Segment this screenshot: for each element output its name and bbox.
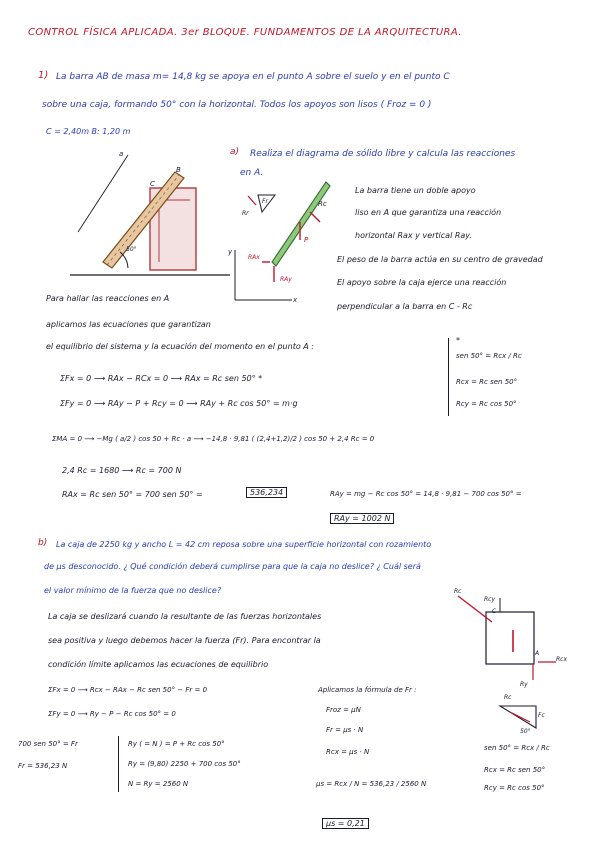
result-ray-expr: RAy = mg − Rc cos 50° = 14,8 · 9,81 − 700 cos 50° = [330,490,522,498]
label-ray: RAy [280,276,292,283]
label-c: C [150,180,155,188]
p2-eq-x: ΣFx = 0 ⟶ Rcx − RAx − Rc sen 50° − Fr = 0 [48,686,208,694]
p2-ry-eq-1: Ry ( = N ) = P + Rc cos 50° [128,740,225,748]
problem-1-number: 1) [38,70,49,81]
label-small-ang: 50° [520,728,531,735]
note-line-3: horizontal Rax y vertical Ray. [355,231,472,240]
fric-eq-2: Fr = μs · N [326,726,364,734]
part-a-label: a) [230,147,240,157]
method-line-3: el equilibrio del sistema y la ecuación del momento en el punto A : [46,342,314,351]
p2-text-2: sea positiva y luego debemos hacer la fuerza (Fr). Para encontrar la [48,636,321,645]
problem-2-line1: La caja de 2250 kg y ancho L = 42 cm reposa sobre una superficie horizontal con rozamiento [56,540,432,549]
label-p: P [304,236,309,244]
ry-brace [118,736,119,792]
label-a: a [119,150,124,158]
fric-eq-1: Froz = μN [326,706,361,714]
problem-2-line2: de μs desconocido. ¿ Qué condición deberá cumplirse para que la caja no deslice? ¿ Cuál será [44,562,421,571]
page-header: CONTROL FÍSICA APLICADA. 3er BLOQUE. FUNDAMENTOS DE LA ARQUITECTURA. [28,27,462,38]
note-line-5: El apoyo sobre la caja ejerce una reacción [337,278,507,287]
label-rax: RAx [248,254,260,261]
result-rc: 2,4 Rc = 1680 ⟶ Rc = 700 N [62,466,182,475]
label-fr: Fr [262,198,268,205]
mu-result-boxed: μs = 0,21 [322,818,369,829]
label-y-axis: y [228,248,233,256]
label-rr: Rr [242,210,249,217]
note-line-6: perpendicular a la barra en C - Rc [337,302,473,311]
problem-1-dims: C = 2,40m B: 1,20 m [46,127,131,136]
eq-sum-ma: ΣMA = 0 ⟶ −Mg ( a/2 ) cos 50 + Rc · a ⟶ −14,8 · 9,81 ( (2,4+1,2)/2 ) cos 50 + 2,4 Rc = 0 [52,435,375,443]
bar-box-sketch [70,155,233,275]
eq-sum-fx: ΣFx = 0 ⟶ RAx − RCx = 0 ⟶ RAx = Rc sen 50° * [60,374,263,383]
p2-text-3: condición límite aplicamos las ecuaciones de equilibrio [48,660,269,669]
side-eq-1: sen 50° = Rcx / Rc [456,352,522,360]
note-line-4: El peso de la barra actúa en su centro de gravedad [337,255,543,264]
label-small-fc: Fc [538,712,545,719]
note-line-1: La barra tiene un doble apoyo [355,186,476,195]
label-angle-50: 50° [126,246,137,253]
p2-ry-eq-3: N = Ry = 2560 N [128,780,189,788]
p2-text-1: La caja se deslizará cuando la resultante de las fuerzas horizontales [48,612,322,621]
result-ray-boxed: RAy = 1002 N [330,513,394,524]
p2-ry-eq-2: Ry = (9,80) 2250 + 700 cos 50° [128,760,241,768]
side-star: * [456,336,460,345]
p2-left-2: Fr = 536,23 N [18,762,68,770]
label-b-rc: Rc [454,588,462,595]
result-rax-expr: RAx = Rc sen 50° = 700 sen 50° = [62,490,203,499]
part-a-line2: en A. [240,168,264,178]
label-rc: Rc [318,200,327,208]
side-brace-1 [448,338,449,416]
side-eq-2: Rcx = Rc sen 50° [456,378,518,386]
p2-side-eq-3: Rcy = Rc cos 50° [484,784,545,792]
label-b-rcx: Rcx [556,656,568,663]
problem-2-line3: el valor mínimo de la fuerza que no deslice? [44,586,222,595]
label-b-rcy: Rcy [484,596,496,603]
p2-side-eq-2: Rcx = Rc sen 50° [484,766,546,774]
note-line-2: liso en A que garantiza una reacción [355,208,502,217]
method-line-2: aplicamos las ecuaciones que garantizan [46,320,211,329]
side-eq-3: Rcy = Rc cos 50° [456,400,517,408]
label-b: B [176,166,181,174]
part-a-line1: Realiza el diagrama de sólido libre y calcula las reacciones [250,149,516,159]
problem-1-line2: sobre una caja, formando 50° con la horizontal. Todos los apoyos son lisos ( Froz = 0 ) [42,100,432,110]
problem-2-number: b) [38,538,48,548]
p2-eq-y: ΣFy = 0 ⟶ Ry − P − Rc cos 50° = 0 [48,710,176,718]
label-b-a: A [535,650,540,657]
method-line-1: Para hallar las reacciones en A [46,294,170,303]
label-b-ry: Ry [520,681,528,688]
fric-eq-3: Rcx = μs · N [326,748,370,756]
p2-side-eq-1: sen 50° = Rcx / Rc [484,744,550,752]
box-sketch-b [458,596,556,728]
p2-left-1: 700 sen 50° = Fr [18,740,78,748]
eq-sum-fy: ΣFy = 0 ⟶ RAy − P + Rcy = 0 ⟶ RAy + Rc cos 50° = m·g [60,399,298,408]
problem-1-line1: La barra AB de masa m= 14,8 kg se apoya en el punto A sobre el suelo y en el punto C [56,72,450,82]
fric-title: Aplicamos la fórmula de Fr : [318,686,417,694]
mu-expression: μs = Rcx / N = 536,23 / 2560 N [316,780,427,788]
label-small-rc: Rc [504,694,512,701]
label-x-axis: x [293,296,298,304]
result-rax-boxed: 536,234 [246,487,287,498]
label-b-c: C [492,608,497,615]
